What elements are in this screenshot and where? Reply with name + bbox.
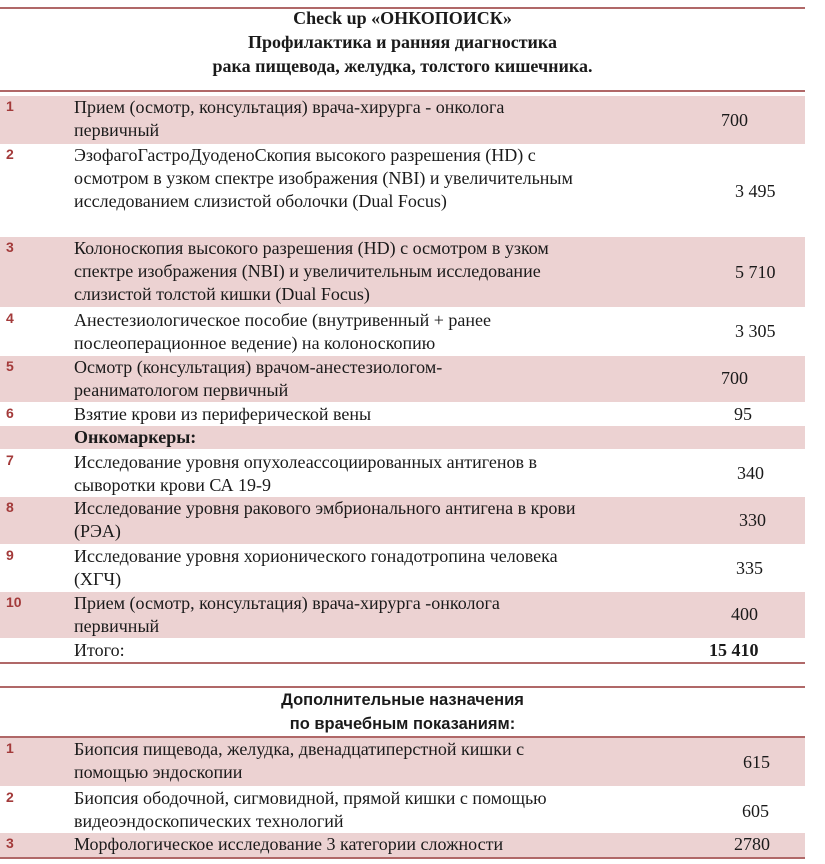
service-name: Биопсия пищевода, желудка, двенадцатиперстной кишки с помощью эндоскопии — [74, 739, 525, 782]
row-number: 1 — [6, 98, 14, 114]
table-row — [0, 96, 805, 144]
total-label: Итого: — [74, 640, 125, 660]
table-row — [0, 450, 805, 497]
table-row — [0, 738, 805, 786]
additional-title — [0, 688, 805, 736]
table-row — [0, 787, 805, 833]
row-number: 2 — [6, 789, 14, 805]
table-row — [0, 144, 805, 236]
table-row — [0, 356, 805, 402]
page-title — [0, 0, 805, 90]
total-value: 15 410 — [709, 640, 759, 660]
service-name: Прием (осмотр, консультация) врача-хирурга -онколога первичный — [74, 593, 500, 636]
service-name: ЭзофагоГастроДуоденоСкопия высокого разрешения (HD) с осмотром в узком спектре изображения (NBI) и увеличительным исследованием слизистой оболочки (Dual Focus) — [74, 145, 573, 211]
service-price: 335 — [736, 558, 763, 578]
row-number: 5 — [6, 358, 14, 374]
service-name: Исследование уровня хорионического гонадотропина человека (ХГЧ) — [74, 546, 558, 589]
row-number: 10 — [6, 594, 22, 610]
total-row — [0, 639, 805, 662]
table-row — [0, 545, 805, 591]
service-name: Анестезиологическое пособие (внутривенный + ранее послеоперационное ведение) на колоноскопию — [74, 310, 491, 353]
service-name: Исследование уровня ракового эмбрионального антигена в крови (РЭА) — [74, 498, 576, 541]
title-line-2: Профилактика и ранняя диагностика — [247, 32, 558, 52]
table-row — [0, 403, 805, 426]
row-number: 3 — [6, 239, 14, 255]
service-price: 330 — [739, 510, 766, 530]
service-price: 400 — [731, 604, 758, 624]
service-price: 5 710 — [735, 262, 776, 282]
section-row — [0, 426, 805, 449]
service-price: 605 — [742, 801, 769, 821]
service-price: 340 — [737, 463, 764, 483]
title-line-3: рака пищевода, желудка, толстого кишечника. — [212, 56, 593, 76]
bottom-rule — [0, 857, 805, 859]
row-number: 4 — [6, 310, 14, 326]
table-row — [0, 833, 805, 857]
service-name: Колоноскопия высокого разрешения (HD) с осмотром в узком спектре изображения (NBI) и увеличительным исследование слизистой толстой кишки (Dual Focus) — [74, 238, 549, 304]
title-line-1: Check up «ОНКОПОИСК» — [293, 8, 512, 28]
header-rule — [0, 90, 805, 92]
service-name: Взятие крови из периферической вены — [74, 404, 372, 424]
service-price: 700 — [721, 110, 748, 130]
service-name: Прием (осмотр, консультация) врача-хирурга - онколога первичный — [74, 97, 505, 140]
additional-title-line-1: Дополнительные назначения — [281, 691, 524, 709]
row-number: 6 — [6, 405, 14, 421]
service-name: Осмотр (консультация) врачом-анестезиологом-реаниматологом первичный — [74, 357, 443, 400]
service-price: 700 — [721, 368, 748, 388]
row-number: 9 — [6, 547, 14, 563]
service-price: 2780 — [734, 834, 770, 854]
service-name: Биопсия ободочной, сигмовидной, прямой кишки с помощью видеоэндоскопических технологий — [74, 788, 547, 831]
row-number: 3 — [6, 835, 14, 851]
service-price: 3 305 — [735, 321, 776, 341]
table-row — [0, 308, 805, 356]
table-row — [0, 497, 805, 544]
service-price: 615 — [743, 752, 770, 772]
service-name: Морфологическое исследование 3 категории сложности — [74, 834, 504, 854]
service-price: 95 — [734, 404, 752, 424]
row-number: 8 — [6, 499, 14, 515]
service-price: 3 495 — [735, 181, 776, 201]
service-name: Исследование уровня опухолеассоциированных антигенов в сыворотки крови СА 19-9 — [74, 452, 538, 495]
table-row — [0, 592, 805, 638]
row-number: 2 — [6, 146, 14, 162]
row-number: 7 — [6, 452, 14, 468]
table-row — [0, 237, 805, 307]
row-number: 1 — [6, 740, 14, 756]
additional-title-line-2: по врачебным показаниям: — [289, 715, 516, 733]
total-rule — [0, 662, 805, 664]
section-label: Онкомаркеры: — [74, 427, 197, 447]
